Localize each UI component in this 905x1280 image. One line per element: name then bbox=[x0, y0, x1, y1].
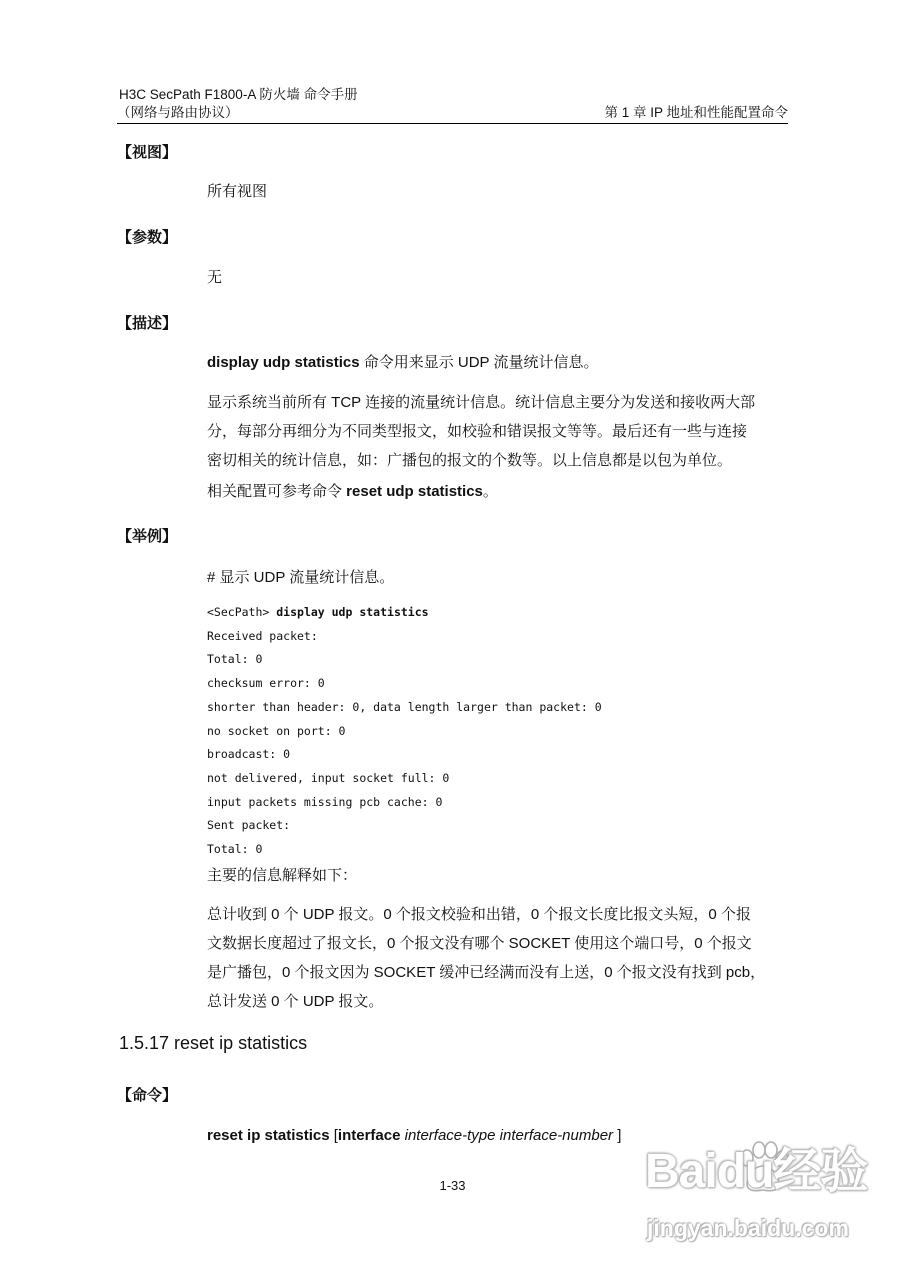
code-line: Total: 0 bbox=[207, 652, 263, 667]
header-chapter-title: 第 1 章 IP 地址和性能配置命令 bbox=[604, 105, 788, 120]
view-text: 所有视图 bbox=[207, 183, 268, 200]
bracket-close: ] bbox=[613, 1127, 622, 1144]
desc-p3-post: 。 bbox=[482, 483, 498, 500]
example-heading: # 显示 UDP 流量统计信息。 bbox=[207, 569, 395, 586]
command-syntax bbox=[207, 1126, 621, 1146]
code-line: Sent packet: bbox=[207, 818, 291, 833]
desc-command-name: display udp statistics bbox=[207, 354, 360, 371]
section-label-view: 【视图】 bbox=[117, 144, 178, 161]
explain-heading: 主要的信息解释如下： bbox=[207, 867, 358, 884]
interface-keyword: interface bbox=[337, 1127, 401, 1144]
desc-paragraph-1 bbox=[207, 353, 598, 373]
bracket-open: [ bbox=[329, 1127, 338, 1144]
section-label-desc: 【描述】 bbox=[117, 315, 178, 332]
code-line: Total: 0 bbox=[207, 842, 263, 857]
baidu-jingyan-watermark bbox=[645, 1140, 868, 1250]
section-label-params: 【参数】 bbox=[117, 229, 178, 246]
code-line: no socket on port: 0 bbox=[207, 723, 346, 738]
code-line: broadcast: 0 bbox=[207, 747, 291, 762]
desc-p1-text: 命令用来显示 UDP 流量统计信息。 bbox=[359, 354, 599, 371]
desc-p2-line: 分，每部分再细分为不同类型报文，如校验和错误报文等等。最后还有一些与连接 bbox=[207, 423, 748, 440]
params-text: 无 bbox=[207, 269, 223, 286]
watermark-logo-text: Baidu经验 bbox=[645, 1145, 868, 1198]
explain-line: 总计发送 0 个 UDP 报文。 bbox=[207, 993, 384, 1010]
explain-line: 是广播包，0 个报文因为 SOCKET 缓冲已经满而没有上送，0 个报文没有找到 pcb， bbox=[207, 964, 766, 981]
section-label-command: 【命令】 bbox=[117, 1087, 178, 1104]
interface-parameter: interface-type interface-number bbox=[404, 1127, 614, 1144]
command-keyword: reset ip statistics bbox=[207, 1127, 330, 1144]
code-line: input packets missing pcb cache: 0 bbox=[207, 794, 443, 809]
header-divider bbox=[117, 123, 788, 124]
header-manual-subtitle: （网络与路由协议） bbox=[117, 105, 239, 120]
code-command-line bbox=[207, 601, 602, 625]
desc-paragraph-2 bbox=[207, 388, 787, 475]
code-prompt: <SecPath> bbox=[207, 605, 277, 619]
explain-paragraph bbox=[207, 900, 787, 1016]
desc-p2-line: 密切相关的统计信息，如：广播包的报文的个数等。以上信息都是以包为单位。 bbox=[207, 452, 733, 469]
desc-p3-pre: 相关配置可参考命令 bbox=[207, 483, 347, 500]
desc-related-command: reset udp statistics bbox=[346, 483, 483, 500]
page-number: 1-33 bbox=[439, 1178, 466, 1193]
explain-line: 文数据长度超过了报文长，0 个报文没有哪个 SOCKET 使用这个端口号，0 个报文 bbox=[207, 935, 752, 952]
code-command: display udp statistics bbox=[276, 605, 429, 619]
code-line: shorter than header: 0, data length larger than packet: 0 bbox=[207, 699, 602, 714]
watermark-url: jingyan.baidu.com bbox=[647, 1215, 849, 1241]
section-label-example: 【举例】 bbox=[117, 528, 178, 545]
explain-line: 总计收到 0 个 UDP 报文。0 个报文校验和出错，0 个报文长度比报文头短，0 个报 bbox=[207, 906, 751, 923]
code-block bbox=[207, 601, 602, 862]
section-heading-reset-ip-statistics: 1.5.17 reset ip statistics bbox=[119, 1033, 308, 1053]
header-manual-title: H3C SecPath F1800-A 防火墙 命令手册 bbox=[119, 87, 358, 102]
code-line: not delivered, input socket full: 0 bbox=[207, 770, 450, 785]
desc-p2-line: 显示系统当前所有 TCP 连接的流量统计信息。统计信息主要分为发送和接收两大部 bbox=[207, 394, 756, 411]
code-line: checksum error: 0 bbox=[207, 676, 325, 691]
code-line: Received packet: bbox=[207, 628, 318, 643]
desc-paragraph-3 bbox=[207, 482, 498, 502]
